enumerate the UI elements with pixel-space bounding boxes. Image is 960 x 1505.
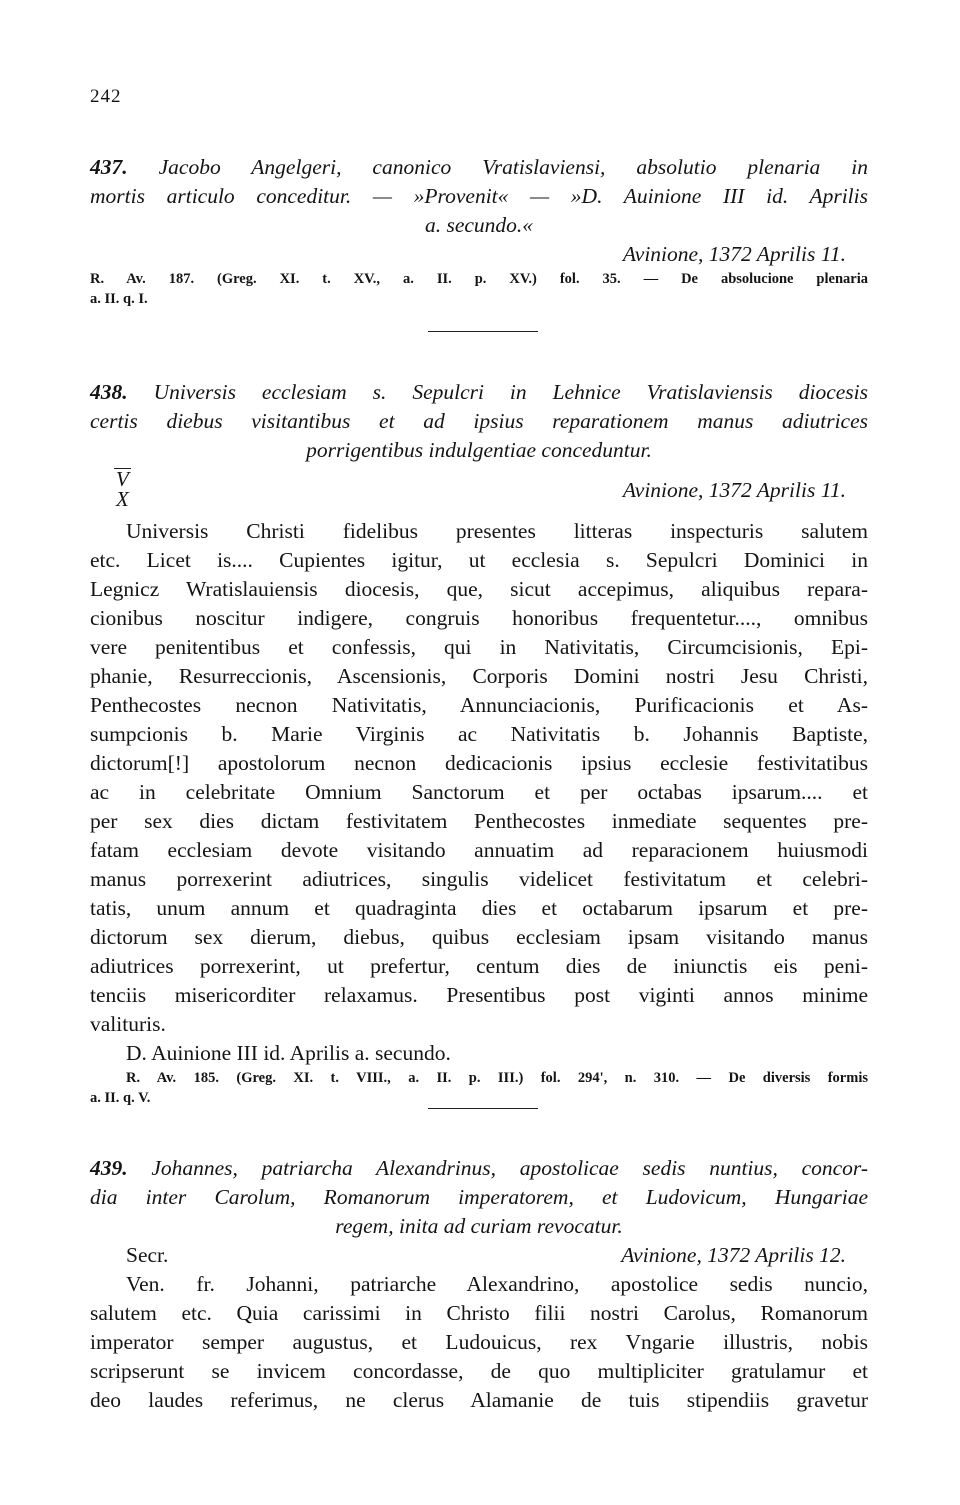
entry-439-body-line: deo laudes referimus, ne clerus Alamanie de tuis stipendiis gravetur [90, 1388, 868, 1412]
entry-438-source-line-2: a. II. q. V. [90, 1090, 151, 1106]
entry-438-number: 438. [90, 380, 128, 404]
entry-438-body-line: etc. Licet is.... Cupientes igitur, ut ecclesia s. Sepulcri Dominici in [90, 548, 868, 572]
entry-438-title-line-2: certis diebus visitantibus et ad ipsius reparationem manus adiutrices [90, 409, 868, 433]
entry-439-secr: Secr. [126, 1243, 169, 1267]
entry-439-body-line: imperator semper augustus, et Ludouicus, rex Vngarie illustris, nobis [90, 1330, 868, 1354]
entry-439-body-line: salutem etc. Quia carissimi in Christo filii nostri Carolus, Romanorum [90, 1301, 868, 1325]
entry-438-body-line: valituris. [90, 1012, 166, 1036]
entry-437-title-line-3: a. secundo.« [424, 213, 534, 237]
entry-438-body-line: Universis Christi fidelibus presentes litteras inspecturis salutem [126, 519, 868, 543]
entry-438-source-line-1: R. Av. 185. (Greg. XI. t. VIII., a. II. p. III.) fol. 294', n. 310. — De diversis formis [126, 1070, 868, 1086]
separator-rule [428, 331, 538, 332]
entry-438-body-line: phanie, Resurreccionis, Ascensionis, Corporis Domini nostri Jesu Christi, [90, 664, 868, 688]
entry-438-title-line-1 [90, 378, 868, 407]
entry-438-body-line: ac in celebritate Omnium Sanctorum et per octabas ipsarum.... et [90, 780, 868, 804]
entry-437-title-line-2: mortis articulo conceditur. — »Provenit« — »D. Auinione III id. Aprilis [90, 184, 868, 208]
entry-437-source-line-2: a. II. q. I. [90, 291, 148, 307]
entry-438 [90, 378, 868, 505]
entry-438-title-text: Universis ecclesiam s. Sepulcri in Lehnice Vratislaviensis diocesis [153, 380, 868, 404]
entry-438-body-line: dictorum[!] apostolorum necnon dedicacionis ipsius ecclesie festivitatibus [90, 751, 868, 775]
entry-439-title-line-1 [90, 1154, 868, 1183]
entry-438-body-line: sumpcionis b. Marie Virginis ac Nativitatis b. Johannis Baptiste, [90, 722, 868, 746]
entry-439-title-text: Johannes, patriarcha Alexandrinus, apostolicae sedis nuntius, concor- [151, 1156, 869, 1180]
entry-437-date: Avinione, 1372 Aprilis 11. [622, 242, 846, 266]
entry-439-body-line: scripserunt se invicem concordasse, de quo multipliciter gratulamur et [90, 1359, 868, 1383]
entry-438-title-line-3: porrigentibus indulgentiae conceduntur. [306, 438, 652, 462]
entry-438-closing: D. Auinione III id. Aprilis a. secundo. [126, 1041, 451, 1065]
entry-437-title-line-1 [90, 153, 868, 182]
entry-438-body-line: manus porrexerint adiutrices, singulis videlicet festivitatum et celebri- [90, 867, 868, 891]
entry-439-dateline [90, 1241, 868, 1270]
entry-438-date: Avinione, 1372 Aprilis 11. [622, 478, 846, 502]
entry-439-title-line-2: dia inter Carolum, Romanorum imperatorem, et Ludovicum, Hungariae [90, 1185, 868, 1209]
entry-438-body-line: dictorum sex dierum, diebus, quibus ecclesiam ipsam visitando manus [90, 925, 868, 949]
entry-438-body [90, 517, 868, 1108]
entry-437-title-text: Jacobo Angelgeri, canonico Vratislaviensi, absolutio plenaria in [158, 155, 868, 179]
entry-438-mark-bottom: X [116, 487, 129, 511]
entry-438-body-line: Penthecostes necnon Nativitatis, Annunciacionis, Purificacionis et As- [90, 693, 868, 717]
entry-438-body-line: adiutrices porrexerint, ut prefertur, centum dies de iniunctis eis peni- [90, 954, 868, 978]
entry-438-body-line: fatam ecclesiam devote visitando annuatim ad reparacionem huiusmodi [90, 838, 868, 862]
entry-438-body-line: tatis, unum annum et quadraginta dies et octabarum ipsarum et pre- [90, 896, 868, 920]
entry-438-body-line: Legnicz Wratislauiensis diocesis, que, sicut accepimus, aliquibus repara- [90, 577, 868, 601]
entry-438-registry-mark [114, 468, 131, 509]
entry-438-body-line: vere penitentibus et confessis, qui in Nativitatis, Circumcisionis, Epi- [90, 635, 868, 659]
entry-438-body-line: cionibus noscitur indigere, congruis honoribus frequentetur...., omnibus [90, 606, 868, 630]
entry-437 [90, 153, 868, 309]
entry-437-number: 437. [90, 155, 128, 179]
entry-438-body-line: per sex dies dictam festivitatem Penthecostes inmediate sequentes pre- [90, 809, 868, 833]
entry-439-body-line: Ven. fr. Johanni, patriarche Alexandrino, apostolice sedis nuncio, [126, 1272, 868, 1296]
entry-439-title-line-3: regem, inita ad curiam revocatur. [335, 1214, 623, 1238]
entry-438-body-line: tenciis misericorditer relaxamus. Presentibus post viginti annos minime [90, 983, 868, 1007]
entry-439-date: Avinione, 1372 Aprilis 12. [621, 1243, 846, 1267]
entry-437-source-line-1: R. Av. 187. (Greg. XI. t. XV., a. II. p. XV.) fol. 35. — De absolucione plenaria [90, 271, 868, 287]
separator-rule [428, 1108, 538, 1109]
entry-439-number: 439. [90, 1156, 128, 1180]
page-number: 242 [90, 86, 122, 107]
entry-439 [90, 1154, 868, 1415]
entry-438-mark-top: V [116, 467, 129, 491]
